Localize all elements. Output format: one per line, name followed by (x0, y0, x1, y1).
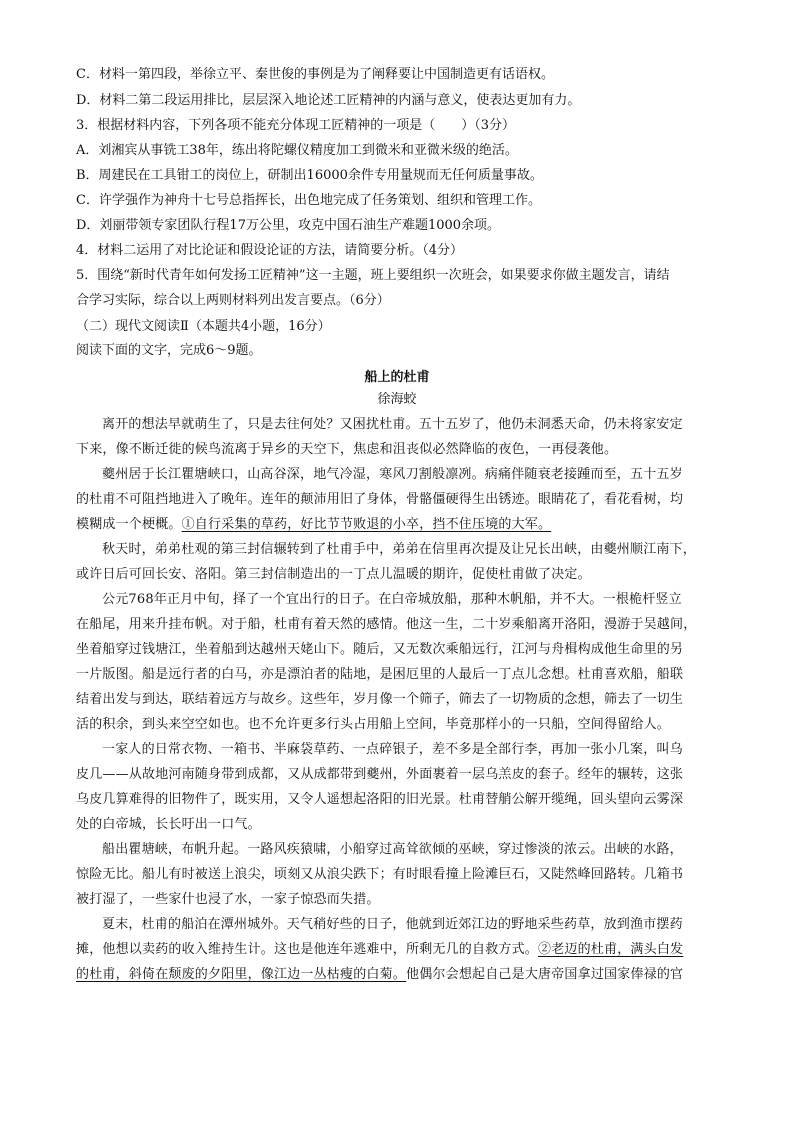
question-5-line-1: 5．围绕“新时代青年如何发扬工匠精神”这一主题，班上要组织一次班会，如果要求你做主题发言，请结 (76, 268, 670, 283)
section-heading: （二）现代文阅读Ⅱ（本题共4小题，16分） (76, 319, 331, 334)
option-d-question-2: D．材料二第二段运用排比，层层深入地论述工匠精神的内涵与意义，使表达更加有力。 (76, 93, 581, 108)
question-3-option-a: A．刘湘宾从事铣工38年，练出将陀螺仪精度加工到微米和亚微米级的绝活。 (76, 143, 518, 158)
article-author: 徐海蛟 (377, 392, 417, 407)
paragraph-2-text: 模糊成一个梗概。 (76, 517, 182, 532)
underlined-sentence-2-part-2: 的杜甫，斜倚在颓废的夕阳里，像江边一丛枯瘦的白菊。 (76, 967, 407, 982)
paragraph-6-line-3: 被打湿了，一些家什也浸了水，一家子惊恐而失措。 (76, 892, 380, 907)
question-3: 3．根据材料内容，下列各项不能充分体现工匠精神的一项是（ ）（3分） (76, 118, 516, 133)
paragraph-2-line-3 (76, 516, 551, 534)
paragraph-4-line-3: 坐着船穿过钱塘江，坐着船到达越州天姥山下。随后，又无数次乘船远行，江河与舟楫构成他生命里的另 (76, 642, 684, 657)
paragraph-4-line-2: 在船尾，用来升挂布帆。对于船，杜甫有着天然的感情。他这一生，二十岁乘船离开洛阳，漫游于吴越间， (76, 617, 697, 632)
paragraph-4-line-4: 一片版图。船是远行者的白马，亦是漂泊者的陆地，是困厄里的人最后一丁点儿念想。杜甫喜欢船，船联 (76, 667, 684, 682)
question-3-option-c: C．许学强作为神舟十七号总指挥长，出色地完成了任务策划、组织和管理工作。 (76, 193, 541, 208)
paragraph-5-line-4: 处的白帝城，长长吁出一口气。 (76, 817, 261, 832)
paragraph-2-line-2: 的杜甫不可阻挡地进入了晚年。连年的颠沛用旧了身体，骨骼僵硬得生出锈迹。眼睛花了，看花看树，均 (76, 492, 684, 507)
question-3-option-b: B．周建民在工具钳工的岗位上，研制出16000余件专用量规而无任何质量事故。 (76, 168, 543, 183)
paragraph-7-text: 摊，他想以卖药的收入维持生计。这也是他连年逃难中，所剩无几的自救方式。 (76, 942, 539, 957)
paragraph-6-line-1: 船出瞿塘峡，布帆升起。一路风疾猿啸，小船穿过高耸欲倾的巫峡，穿过惨淡的浓云。出峡的水路， (102, 842, 683, 857)
paragraph-7-line-3 (76, 966, 683, 984)
paragraph-4-line-6: 活的积余，到头来空空如也。也不允许更多行头占用船上空间，毕竟那样小的一只船，空间得留给人。 (76, 717, 671, 732)
paragraph-1-line-2: 下来，像不断迁徙的候鸟流离于异乡的天空下，焦虑和沮丧似必然降临的夜色，一再侵袭他。 (76, 442, 618, 457)
paragraph-5-line-1: 一家人的日常衣物、一箱书、半麻袋草药、一点碎银子，差不多是全部行李，再加一张小几案，叫乌 (102, 742, 683, 757)
paragraph-2-line-1: 夔州居于长江瞿塘峡口，山高谷深，地气冷湿，寒风刀割般凛冽。病痛伴随衰老接踵而至，五十五岁 (102, 467, 683, 482)
paragraph-7-line-2 (76, 941, 683, 959)
paragraph-4-line-1: 公元768年正月中旬，择了一个宜出行的日子。在白帝城放船，那种木帆船，并不大。一根桅杆竖立 (102, 592, 682, 607)
paragraph-1-line-1: 离开的想法早就萌生了，只是去往何处？又困扰杜甫。五十五岁了，他仍未洞悉天命，仍未将家安定 (102, 417, 683, 432)
paragraph-7-tail: 他偶尔会想起自己是大唐帝国拿过国家俸禄的官 (406, 967, 684, 982)
paragraph-7-line-1: 夏末，杜甫的船泊在潭州城外。天气稍好些的日子，他就到近郊江边的野地采些药草，放到渔市摆药 (102, 917, 683, 932)
article-title: 船上的杜甫 (364, 370, 430, 385)
paragraph-5-line-3: 乌皮几算难得的旧物件了，既实用，又令人遥想起洛阳的旧光景。杜甫替艄公解开缆绳，回头望向云雾深 (76, 792, 684, 807)
paragraph-3-line-2: 或许日后可回长安、洛阳。第三封信制造出的一丁点儿温暖的期许，促使杜甫做了决定。 (76, 567, 591, 582)
option-c-question-2: C．材料一第四段，举徐立平、秦世俊的事例是为了阐释要让中国制造更有话语权。 (76, 67, 554, 82)
paragraph-3-line-1: 秋天时，弟弟杜观的第三封信辗转到了杜甫手中，弟弟在信里再次提及让兄长出峡，由夔州顺江南下， (102, 542, 697, 557)
underlined-sentence-2-part-1: ②老迈的杜甫，满头白发 (538, 942, 684, 957)
underlined-sentence-1: ①自行采集的草药，好比节节败退的小卒，挡不住压境的大军。 (181, 517, 552, 532)
question-3-option-d: D．刘丽带领专家团队行程17万公里，攻克中国石油生产难题1000余项。 (76, 218, 501, 233)
question-5-line-2: 合学习实际，综合以上两则材料列出发言要点。（6分） (76, 293, 390, 308)
paragraph-5-line-2: 皮几——从故地河南随身带到成都，又从成都带到夔州，外面裹着一层乌羔皮的套子。经年的辗转，这张 (76, 767, 684, 782)
question-4: 4．材料二运用了对比论证和假设论证的方法，请简要分析。（4分） (76, 243, 464, 258)
paragraph-4-line-5: 结着出发与到达，联结着远方与故乡。这些年，岁月像一个筛子，筛去了一切物质的念想，筛去了一切生 (76, 692, 684, 707)
section-instruction: 阅读下面的文字，完成6～9题。 (76, 343, 262, 358)
paragraph-6-line-2: 惊险无比。船儿有时被送上浪尖，顷刻又从浪尖跌下；有时眼看撞上险滩巨石，又陡然峰回路转。几箱书 (76, 867, 684, 882)
